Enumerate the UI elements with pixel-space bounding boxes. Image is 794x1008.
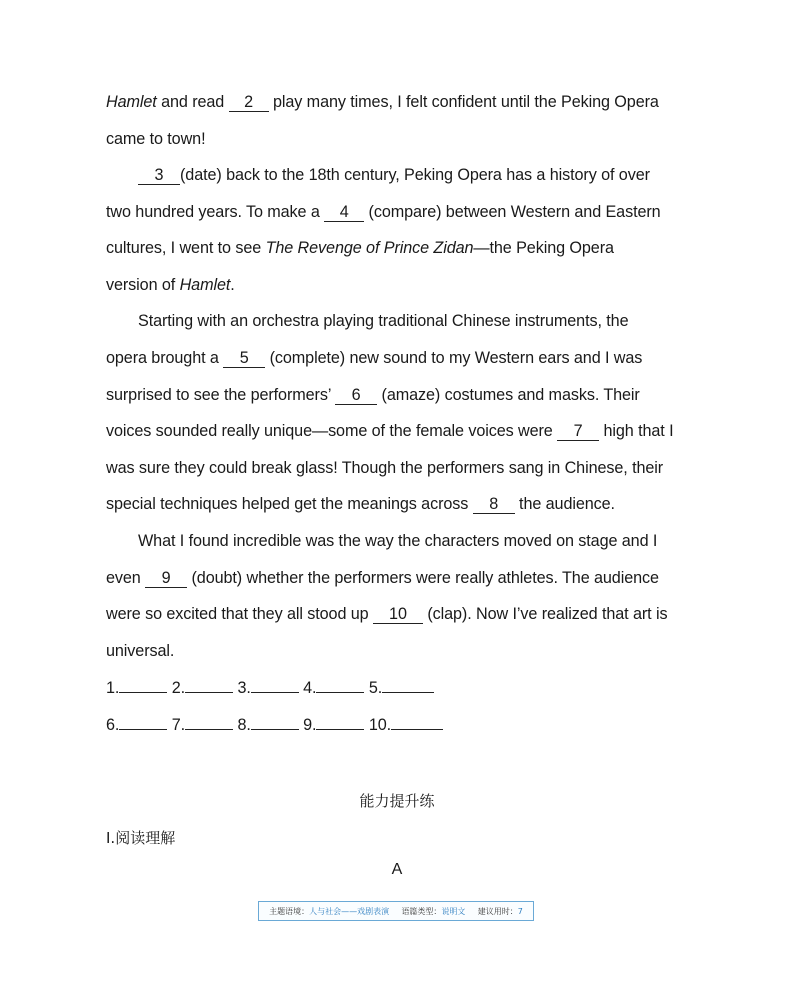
answer-row-2	[106, 714, 443, 735]
passage-line: cultures, I went to see The Revenge of Prince Zidan—the Peking Opera	[106, 239, 614, 257]
answer-label: 2.	[171, 679, 186, 697]
blank-4[interactable]: 4	[324, 204, 364, 222]
blank-6[interactable]: 6	[335, 387, 377, 405]
blank-7[interactable]: 7	[557, 423, 599, 441]
blank-8[interactable]: 8	[473, 496, 515, 514]
answer-label: 4.	[303, 679, 317, 697]
answer-field[interactable]	[119, 714, 167, 730]
passage-line: came to town!	[106, 130, 206, 148]
answer-label: 10.	[368, 716, 392, 734]
answer-label: 6.	[106, 716, 120, 734]
answer-label: 8.	[237, 716, 251, 734]
answer-field[interactable]	[185, 677, 233, 693]
answer-label: 1.	[106, 679, 120, 697]
blank-2[interactable]: 2	[229, 94, 269, 112]
passage-line: was sure they could break glass! Though the performers sang in Chinese, their	[106, 459, 664, 477]
answer-field[interactable]	[251, 714, 299, 730]
blank-10[interactable]: 10	[373, 606, 423, 624]
answer-field[interactable]	[185, 714, 233, 730]
passage-line: opera brought a 5 (complete) new sound to my Western ears and I was	[106, 349, 643, 367]
passage-line: What I found incredible was the way the characters moved on stage and I	[138, 532, 658, 550]
passage-line: special techniques helped get the meanings across 8 the audience.	[106, 495, 615, 513]
passage-line: even 9 (doubt) whether the performers were really athletes. The audience	[106, 569, 659, 587]
passage-line: Starting with an orchestra playing traditional Chinese instruments, the	[138, 312, 629, 330]
passage-line: Hamlet and read 2 play many times, I felt confident until the Peking Opera	[106, 93, 659, 111]
passage-line: were so excited that they all stood up 10 (clap). Now I’ve realized that art is	[106, 605, 668, 623]
answer-field[interactable]	[391, 714, 443, 730]
blank-9[interactable]: 9	[145, 570, 187, 588]
genre-key: 语篇类型：	[401, 906, 442, 916]
theme-value: 人与社会——戏剧表演	[309, 906, 390, 916]
section-title: 能力提升练	[359, 792, 435, 810]
part-title: I.阅读理解	[106, 829, 176, 847]
answer-field[interactable]	[119, 677, 167, 693]
answer-field[interactable]	[316, 714, 364, 730]
blank-3[interactable]: 3	[138, 167, 180, 185]
blank-5[interactable]: 5	[223, 350, 265, 368]
passage-line: universal.	[106, 642, 175, 660]
answer-row-1	[106, 677, 434, 698]
passage-line: 3 (date) back to the 18th century, Peking Opera has a history of over	[138, 165, 650, 185]
passage-line: version of Hamlet.	[106, 276, 235, 294]
answer-label: 3.	[237, 679, 251, 697]
passage-line: voices sounded really unique—some of the female voices were 7 high that I	[106, 422, 674, 440]
answer-field[interactable]	[251, 677, 299, 693]
passage-line: two hundred years. To make a 4 (compare) between Western and Eastern	[106, 203, 661, 221]
time-value: 7	[517, 906, 523, 916]
answer-label: 5.	[368, 679, 383, 697]
theme-key: 主题语境：	[269, 906, 310, 916]
info-tag	[258, 901, 534, 921]
genre-value: 说明文	[441, 906, 466, 916]
answer-field[interactable]	[382, 677, 434, 693]
answer-label: 9.	[303, 716, 317, 734]
answer-field[interactable]	[316, 677, 364, 693]
passage-label: A	[391, 861, 403, 878]
answer-label: 7.	[171, 716, 186, 734]
time-key: 建议用时：	[477, 906, 518, 916]
passage-line: surprised to see the performers’ 6 (amaze) costumes and masks. Their	[106, 386, 640, 404]
